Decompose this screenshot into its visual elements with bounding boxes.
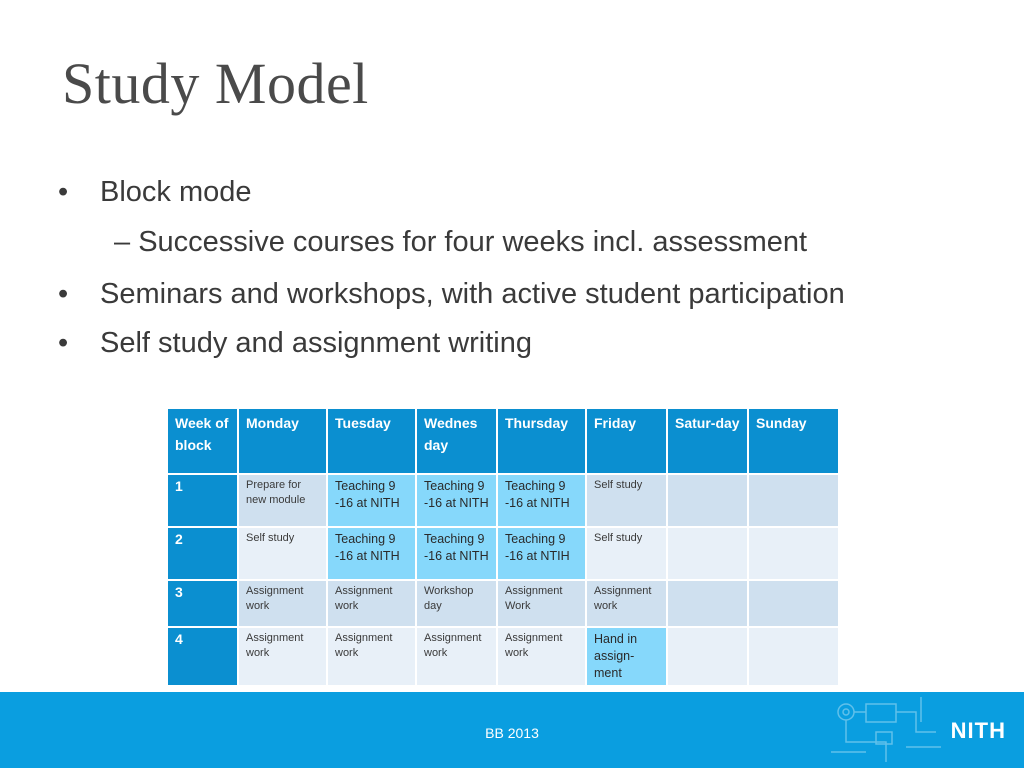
table-row	[167, 580, 839, 627]
table-row	[167, 527, 839, 580]
table-cell: Workshop day	[416, 580, 497, 627]
sub-bullet-text: Successive courses for four weeks incl. assessment	[138, 226, 808, 258]
table-cell	[667, 627, 748, 686]
table-cell	[748, 527, 839, 580]
schedule-table	[166, 407, 840, 687]
slide-title: Study Model	[62, 51, 369, 116]
table-cell: Teaching 9 -16 at NITH	[327, 527, 416, 580]
header-saturday: Satur-day	[667, 408, 748, 474]
table-cell: Assignment work	[586, 580, 667, 627]
table-cell	[748, 580, 839, 627]
bullet-dot-icon: •	[58, 176, 69, 208]
table-cell: Teaching 9 -16 at NITH	[416, 474, 497, 527]
table-cell	[667, 580, 748, 627]
table-cell	[748, 474, 839, 527]
table-header-row	[167, 408, 839, 474]
table-cell: Assignment work	[327, 580, 416, 627]
table-row	[167, 474, 839, 527]
table-cell: Assignment work	[238, 627, 327, 686]
table-cell: Hand in assign-ment	[586, 627, 667, 686]
week-number: 4	[167, 627, 238, 686]
table-cell: Self study	[238, 527, 327, 580]
sub-bullet-item	[114, 226, 807, 259]
table-cell	[748, 627, 839, 686]
table-cell: Assignment Work	[497, 580, 586, 627]
bullet-text: Self study and assignment writing	[100, 327, 532, 359]
header-wednesday: Wednes day	[416, 408, 497, 474]
table-cell: Teaching 9 -16 at NTIH	[497, 527, 586, 580]
table-cell: Teaching 9 -16 at NITH	[497, 474, 586, 527]
table-cell: Assignment work	[416, 627, 497, 686]
footer-bar	[0, 692, 1024, 768]
sub-bullet-dash-icon: –	[114, 226, 131, 258]
table-row	[167, 627, 839, 686]
bullet-text: Seminars and workshops, with active student participation	[100, 278, 845, 310]
bullet-dot-icon: •	[58, 327, 69, 359]
table-cell	[667, 474, 748, 527]
week-number: 1	[167, 474, 238, 527]
nith-logo: NITH	[950, 718, 1006, 743]
week-number: 3	[167, 580, 238, 627]
header-week: Week of block	[167, 408, 238, 474]
bullet-dot-icon: •	[58, 278, 69, 310]
table-cell: Self study	[586, 527, 667, 580]
header-monday: Monday	[238, 408, 327, 474]
header-tuesday: Tuesday	[327, 408, 416, 474]
week-number: 2	[167, 527, 238, 580]
bullet-text: Block mode	[100, 176, 252, 208]
table-cell: Assignment work	[497, 627, 586, 686]
table-cell: Teaching 9 -16 at NITH	[327, 474, 416, 527]
table-cell: Assignment work	[238, 580, 327, 627]
footer-text: BB 2013	[485, 725, 539, 741]
header-sunday: Sunday	[748, 408, 839, 474]
header-thursday: Thursday	[497, 408, 586, 474]
table-cell: Assignment work	[327, 627, 416, 686]
header-friday: Friday	[586, 408, 667, 474]
table-cell: Prepare for new module	[238, 474, 327, 527]
table-cell	[667, 527, 748, 580]
table-cell: Self study	[586, 474, 667, 527]
table-cell: Teaching 9 -16 at NITH	[416, 527, 497, 580]
